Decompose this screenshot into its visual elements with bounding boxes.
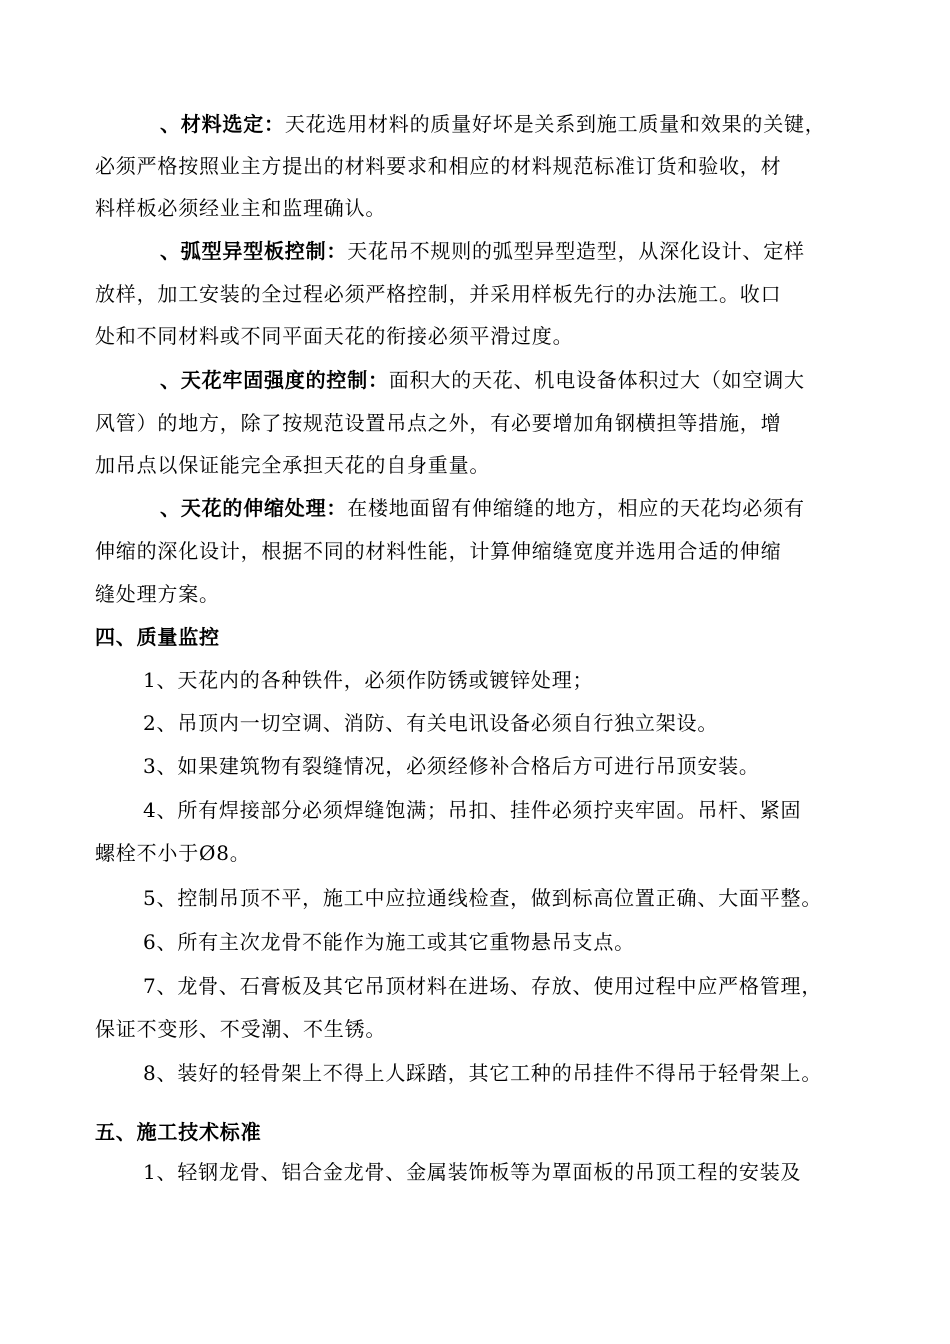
list-item-3: 3、如果建筑物有裂缝情况，必须经修补合格后方可进行吊顶安装。: [143, 754, 760, 778]
paragraph-heading: 、材料选定：: [160, 112, 285, 136]
paragraph-text: 天花吊不规则的弧型异型造型，从深化设计、定样: [347, 239, 805, 263]
paragraph-ceiling-strength-line-1: [160, 366, 805, 394]
list-item-8: 8、装好的轻骨架上不得上人踩踏，其它工种的吊挂件不得吊于轻骨架上。: [143, 1061, 823, 1085]
list-item-2: 2、吊顶内一切空调、消防、有关电讯设备必须自行独立架设。: [143, 711, 719, 735]
paragraph-heading: 、天花的伸缩处理：: [160, 496, 348, 520]
paragraph-heading: 、天花牢固强度的控制：: [160, 368, 389, 392]
paragraph-expansion-line-1: [160, 494, 805, 522]
paragraph-heading: 、弧型异型板控制：: [160, 239, 348, 263]
list-item-7-line-2: 保证不变形、不受潮、不生锈。: [95, 1017, 387, 1041]
list-item-7-line-1: 7、龙骨、石膏板及其它吊顶材料在进场、存放、使用过程中应严格管理，: [143, 974, 823, 998]
list-item-5-1: 1、轻钢龙骨、铝合金龙骨、金属装饰板等为罩面板的吊顶工程的安装及: [143, 1160, 802, 1184]
section-heading-quality-control: 四、质量监控: [95, 625, 220, 649]
paragraph-material-selection-line-2: 必须严格按照业主方提出的材料要求和相应的材料规范标准订货和验收，材: [95, 154, 782, 178]
paragraph-expansion-line-2: 伸缩的深化设计，根据不同的材料性能，计算伸缩缝宽度并选用合适的伸缩: [95, 539, 782, 563]
list-item-4-line-1: 4、所有焊接部分必须焊缝饱满；吊扣、挂件必须拧夹牢固。吊杆、紧固: [143, 798, 802, 822]
paragraph-text: 面积大的天花、机电设备体积过大（如空调大: [388, 368, 805, 392]
paragraph-text: 天花选用材料的质量好坏是关系到施工质量和效果的关键，: [284, 112, 826, 136]
paragraph-ceiling-strength-line-3: 加吊点以保证能完全承担天花的自身重量。: [95, 453, 491, 477]
list-item-1: 1、天花内的各种铁件，必须作防锈或镀锌处理；: [143, 668, 594, 692]
paragraph-text: 在楼地面留有伸缩缝的地方，相应的天花均必须有: [347, 496, 805, 520]
paragraph-expansion-line-3: 缝处理方案。: [95, 582, 220, 606]
paragraph-curved-panel-line-3: 处和不同材料或不同平面天花的衔接必须平滑过度。: [95, 324, 574, 348]
section-heading-technical-standards: 五、施工技术标准: [95, 1120, 262, 1144]
list-item-4-line-2: 螺栓不小于Ø8。: [95, 841, 251, 865]
list-item-5: 5、控制吊顶不平，施工中应拉通线检查，做到标高位置正确、大面平整。: [143, 886, 823, 910]
paragraph-material-selection-line-3: 料样板必须经业主和监理确认。: [95, 196, 387, 220]
paragraph-curved-panel-line-2: 放样，加工安装的全过程必须严格控制，并采用样板先行的办法施工。收口: [95, 282, 782, 306]
paragraph-curved-panel-line-1: [160, 237, 805, 265]
paragraph-material-selection-line-1: [160, 110, 826, 138]
paragraph-ceiling-strength-line-2: 风管）的地方，除了按规范设置吊点之外，有必要增加角钢横担等措施，增: [95, 411, 782, 435]
list-item-6: 6、所有主次龙骨不能作为施工或其它重物悬吊支点。: [143, 930, 635, 954]
